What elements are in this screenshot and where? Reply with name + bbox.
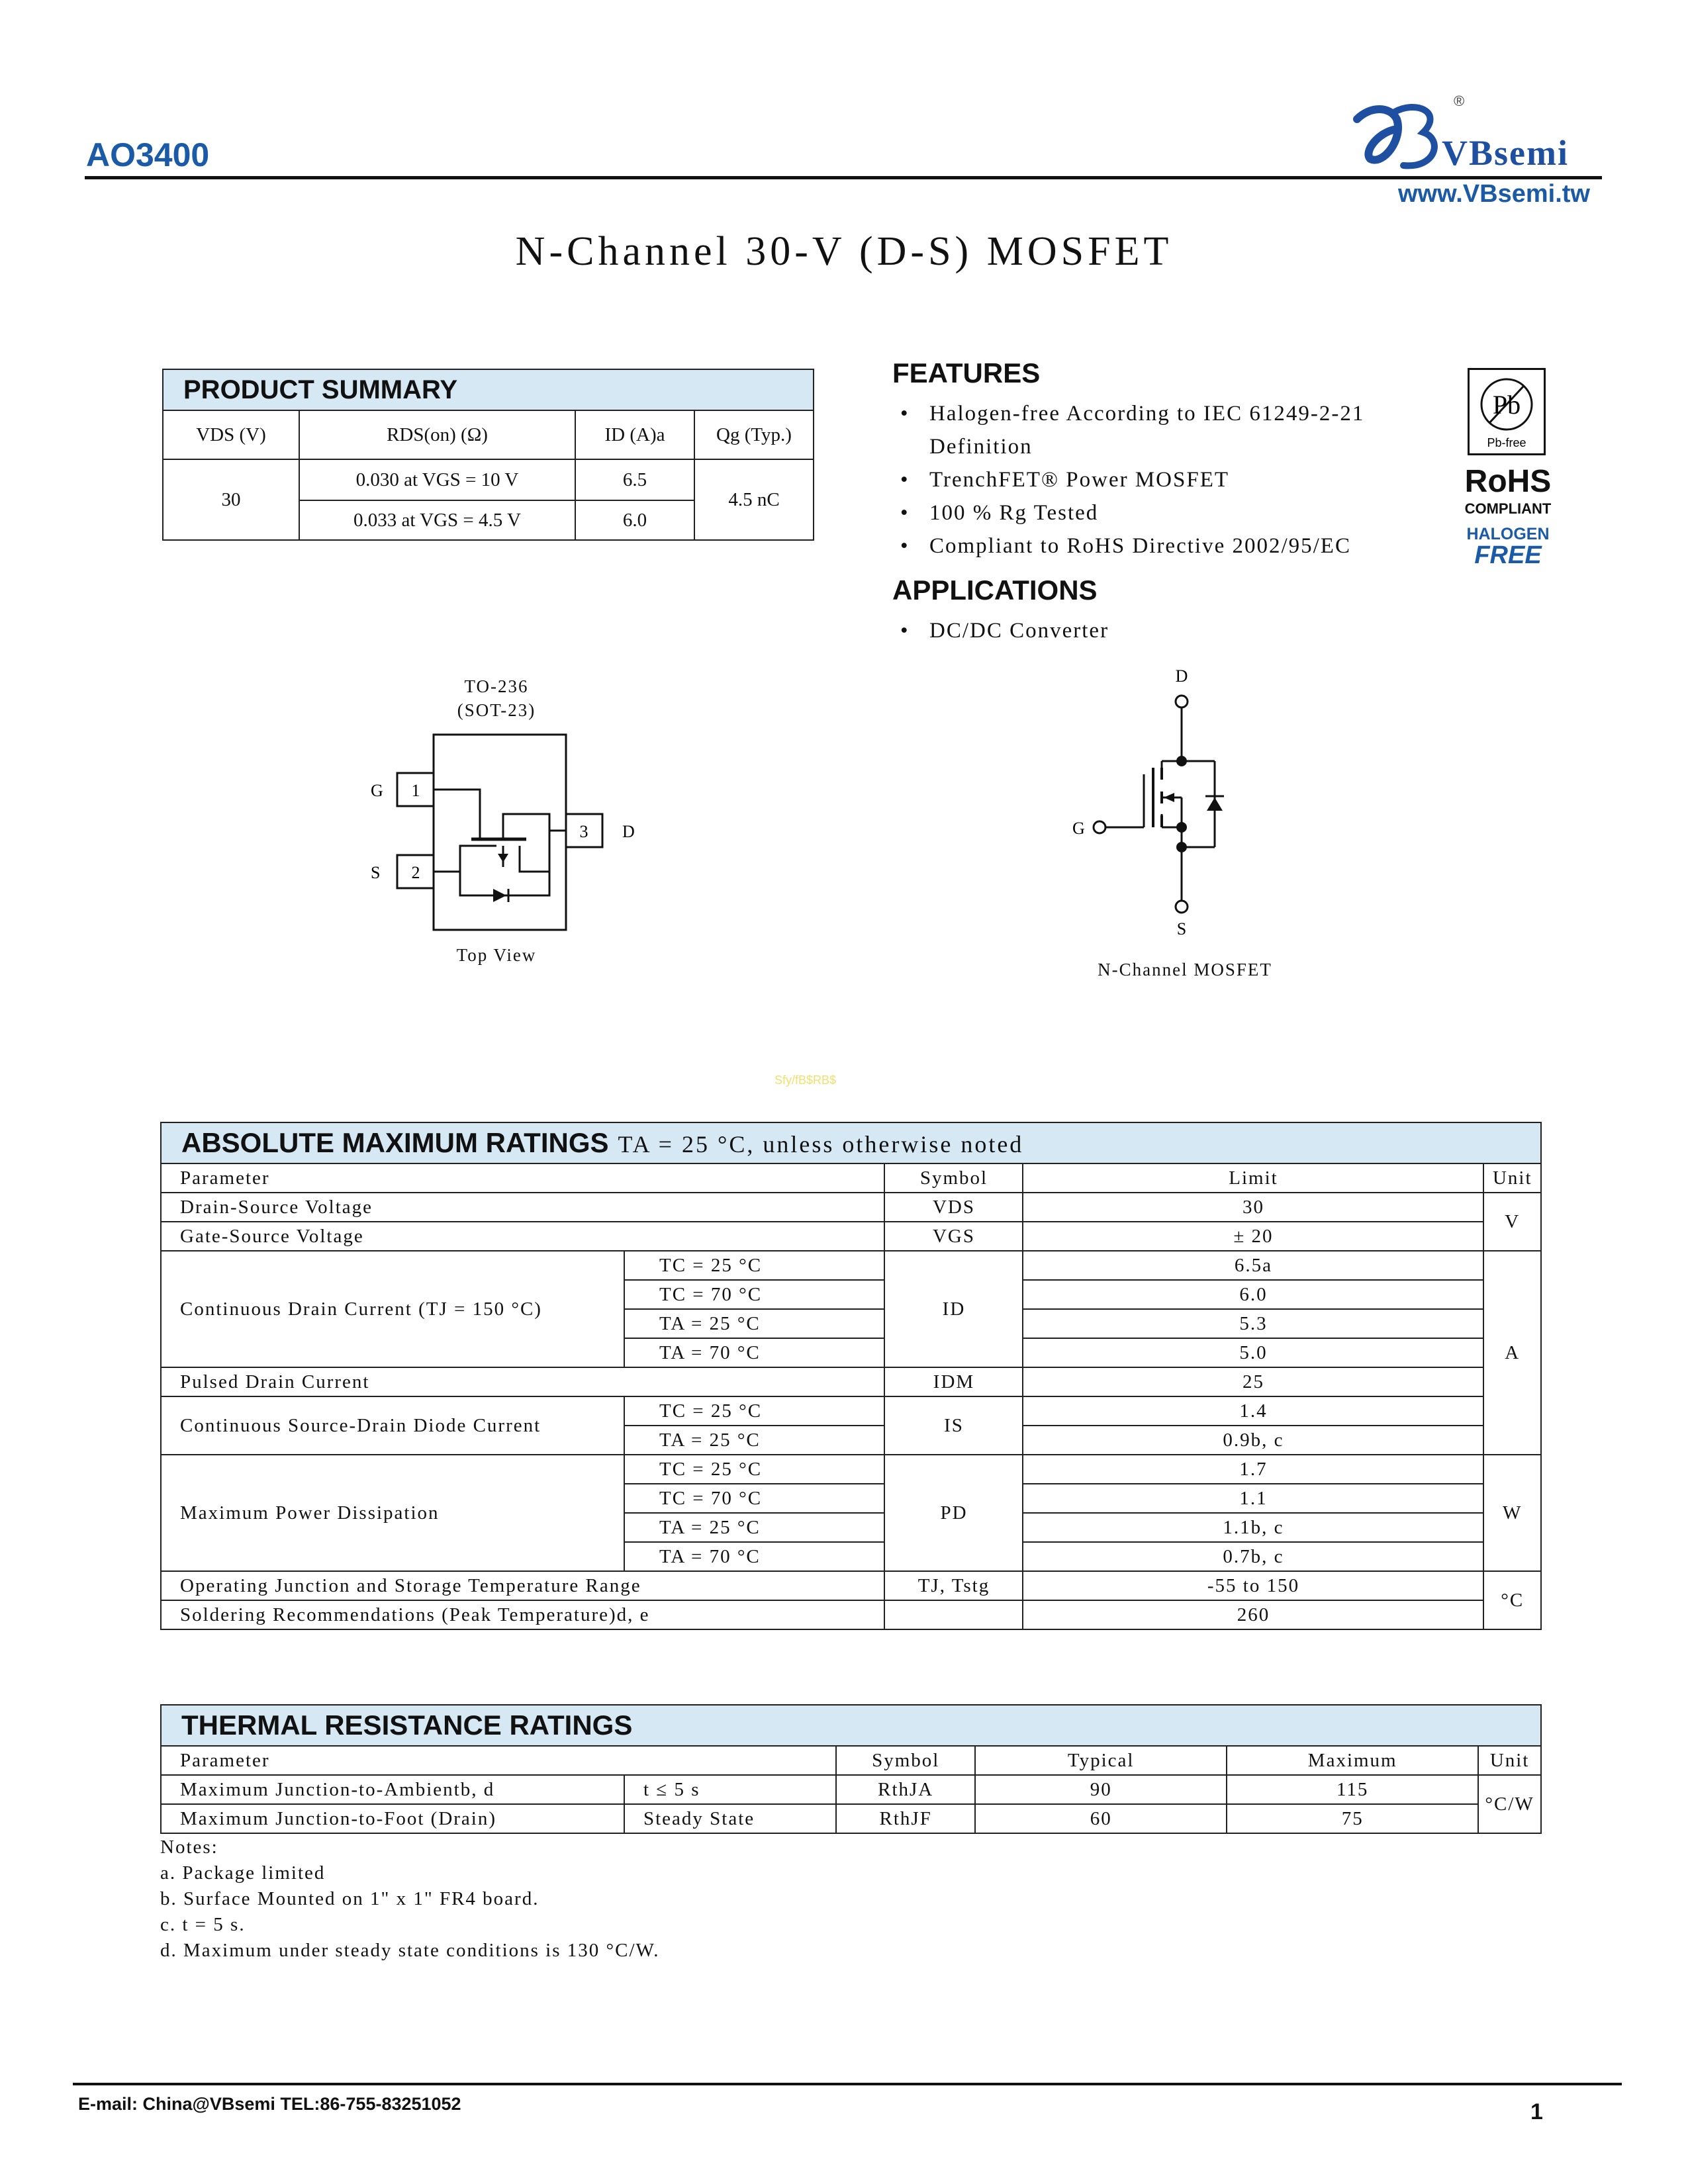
drain-label: D — [622, 822, 635, 841]
rds-row2: 0.033 at VGS = 4.5 V — [299, 500, 575, 540]
unit-a: A — [1483, 1251, 1541, 1455]
cond-pd-4: TA = 70 °C — [624, 1542, 884, 1571]
halogen-label: HALOGEN — [1466, 525, 1550, 543]
thermal-resistance-table — [160, 1704, 1542, 1834]
thermal-cond-2: Steady State — [624, 1804, 836, 1833]
sym-vds: VDS — [884, 1193, 1023, 1222]
vds-value: 30 — [163, 459, 299, 540]
pin1-label: 1 — [411, 781, 420, 800]
thermal-col-maximum: Maximum — [1227, 1746, 1478, 1775]
footer-divider — [73, 2083, 1622, 2085]
schematic-drain-label: D — [1175, 666, 1188, 686]
product-summary-table — [162, 369, 814, 541]
thermal-col-typical: Typical — [975, 1746, 1227, 1775]
part-number: AO3400 — [86, 136, 210, 173]
package-alias: (SOT-23) — [457, 700, 536, 720]
lim-vgs: ± 20 — [1023, 1222, 1483, 1251]
lim-pd-2: 1.1 — [1023, 1484, 1483, 1513]
cond-pd-1: TC = 25 °C — [624, 1455, 884, 1484]
registered-mark: ® — [1454, 93, 1465, 109]
lim-is-2: 0.9b, c — [1023, 1426, 1483, 1455]
abs-max-title: ABSOLUTE MAXIMUM RATINGS — [181, 1127, 609, 1158]
source-label: S — [371, 863, 381, 882]
abs-max-header — [161, 1122, 1541, 1163]
schematic-source-label: S — [1176, 919, 1187, 938]
package-name: TO-236 — [464, 676, 529, 696]
note-item: b. Surface Mounted on 1" x 1" FR4 board. — [160, 1888, 539, 1909]
col-symbol: Symbol — [884, 1163, 1023, 1193]
param-vgs: Gate-Source Voltage — [161, 1222, 884, 1251]
absolute-maximum-ratings-table — [160, 1122, 1542, 1630]
package-outline-diagram — [344, 668, 675, 979]
footer-contact: E-mail: China@VBsemi TEL:86-755-83251052 — [78, 2094, 461, 2114]
pb-free-icon — [1470, 370, 1544, 453]
lim-id-2: 6.0 — [1023, 1280, 1483, 1309]
col-id: ID (A)a — [575, 410, 694, 459]
sym-vgs: VGS — [884, 1222, 1023, 1251]
lim-id-1: 6.5a — [1023, 1251, 1483, 1280]
param-is: Continuous Source-Drain Diode Current — [161, 1396, 624, 1455]
rds-row1: 0.030 at VGS = 10 V — [299, 459, 575, 500]
features-title: FEATURES — [892, 357, 1041, 388]
param-pd: Maximum Power Dissipation — [161, 1455, 624, 1571]
sym-soldering — [884, 1600, 1023, 1629]
id-row2: 6.0 — [575, 500, 694, 540]
abs-max-condition: TA = 25 °C, unless otherwise noted — [618, 1131, 1024, 1158]
cond-pd-2: TC = 70 °C — [624, 1484, 884, 1513]
brand-name: VBsemi — [1442, 133, 1569, 173]
thermal-typ-2: 60 — [975, 1804, 1227, 1833]
id-row1: 6.5 — [575, 459, 694, 500]
lim-id-3: 5.3 — [1023, 1309, 1483, 1338]
sym-is: IS — [884, 1396, 1023, 1455]
sym-pd: PD — [884, 1455, 1023, 1571]
notes-title: Notes: — [160, 1837, 218, 1858]
watermark-text: Sfy/fB$RB$ — [774, 1073, 837, 1087]
pb-symbol: Pb — [1492, 390, 1521, 420]
param-idm: Pulsed Drain Current — [161, 1367, 884, 1396]
lim-id-4: 5.0 — [1023, 1338, 1483, 1367]
lim-vds: 30 — [1023, 1193, 1483, 1222]
thermal-max-2: 75 — [1227, 1804, 1478, 1833]
features-list — [892, 397, 1462, 563]
note-item: a. Package limited — [160, 1862, 326, 1884]
applications-title: APPLICATIONS — [892, 574, 1098, 606]
col-parameter: Parameter — [161, 1163, 884, 1193]
free-label: FREE — [1474, 541, 1542, 569]
header-divider — [85, 176, 1602, 179]
lim-is-1: 1.4 — [1023, 1396, 1483, 1426]
thermal-cond-1: t ≤ 5 s — [624, 1775, 836, 1804]
rohs-label: RoHS — [1464, 464, 1552, 499]
col-vds: VDS (V) — [163, 410, 299, 459]
product-summary-title: PRODUCT SUMMARY — [163, 369, 814, 410]
feature-item: • 100 % Rg Tested — [892, 496, 1462, 529]
note-item: c. t = 5 s. — [160, 1914, 246, 1935]
sym-id: ID — [884, 1251, 1023, 1367]
notes — [160, 1835, 659, 1964]
thermal-col-symbol: Symbol — [836, 1746, 975, 1775]
col-qg: Qg (Typ.) — [694, 410, 814, 459]
feature-item: • Compliant to RoHS Directive 2002/95/EC — [892, 529, 1462, 563]
cond-is-1: TC = 25 °C — [624, 1396, 884, 1426]
qg-value: 4.5 nC — [694, 459, 814, 540]
thermal-sym-2: RthJF — [836, 1804, 975, 1833]
cond-is-2: TA = 25 °C — [624, 1426, 884, 1455]
feature-item: • Halogen-free According to IEC 61249-2-21 Definition — [892, 397, 1462, 463]
param-id: Continuous Drain Current (TJ = 150 °C) — [161, 1251, 624, 1367]
vbsemi-logo-icon — [1344, 93, 1450, 179]
gate-label: G — [371, 781, 383, 800]
lim-pd-1: 1.7 — [1023, 1455, 1483, 1484]
mosfet-caption: N-Channel MOSFET — [1098, 960, 1272, 979]
col-rds: RDS(on) (Ω) — [299, 410, 575, 459]
sym-idm: IDM — [884, 1367, 1023, 1396]
application-item: • DC/DC Converter — [892, 614, 1462, 647]
cond-id-4: TA = 70 °C — [624, 1338, 884, 1367]
thermal-max-1: 115 — [1227, 1775, 1478, 1804]
schematic-gate-label: G — [1072, 819, 1085, 838]
pin3-label: 3 — [579, 822, 588, 841]
param-tj: Operating Junction and Storage Temperature Range — [161, 1571, 884, 1600]
thermal-param-2: Maximum Junction-to-Foot (Drain) — [161, 1804, 624, 1833]
col-limit: Limit — [1023, 1163, 1483, 1193]
note-item: d. Maximum under steady state conditions is 130 °C/W. — [160, 1940, 660, 1961]
compliant-label: COMPLIANT — [1464, 500, 1552, 517]
cond-id-3: TA = 25 °C — [624, 1309, 884, 1338]
brand-url[interactable]: www.VBsemi.tw — [1398, 180, 1590, 208]
param-soldering: Soldering Recommendations (Peak Temperature)d, e — [161, 1600, 884, 1629]
thermal-sym-1: RthJA — [836, 1775, 975, 1804]
thermal-typ-1: 90 — [975, 1775, 1227, 1804]
thermal-param-1: Maximum Junction-to-Ambientb, d — [161, 1775, 624, 1804]
feature-item: • TrenchFET® Power MOSFET — [892, 463, 1462, 496]
cond-id-2: TC = 70 °C — [624, 1280, 884, 1309]
lim-pd-4: 0.7b, c — [1023, 1542, 1483, 1571]
sym-tj: TJ, Tstg — [884, 1571, 1023, 1600]
col-unit: Unit — [1483, 1163, 1541, 1193]
thermal-title: THERMAL RESISTANCE RATINGS — [161, 1705, 1541, 1746]
mosfet-schematic — [1046, 662, 1297, 940]
cond-id-1: TC = 25 °C — [624, 1251, 884, 1280]
pin2-label: 2 — [411, 863, 420, 882]
pb-free-label: Pb-free — [1487, 436, 1526, 449]
cond-pd-3: TA = 25 °C — [624, 1513, 884, 1542]
thermal-unit: °C/W — [1478, 1775, 1541, 1833]
pb-free-badge — [1468, 368, 1546, 455]
lim-soldering: 260 — [1023, 1600, 1483, 1629]
top-view-caption: Top View — [456, 945, 537, 965]
page-number: 1 — [1530, 2099, 1543, 2124]
unit-c: °C — [1483, 1571, 1541, 1629]
param-vds: Drain-Source Voltage — [161, 1193, 884, 1222]
applications-list — [892, 614, 1462, 647]
unit-v: V — [1483, 1193, 1541, 1251]
thermal-col-parameter: Parameter — [161, 1746, 836, 1775]
lim-idm: 25 — [1023, 1367, 1483, 1396]
lim-tj: -55 to 150 — [1023, 1571, 1483, 1600]
document-title: N-Channel 30-V (D-S) MOSFET — [515, 229, 1173, 274]
thermal-col-unit: Unit — [1478, 1746, 1541, 1775]
unit-w: W — [1483, 1455, 1541, 1571]
lim-pd-3: 1.1b, c — [1023, 1513, 1483, 1542]
